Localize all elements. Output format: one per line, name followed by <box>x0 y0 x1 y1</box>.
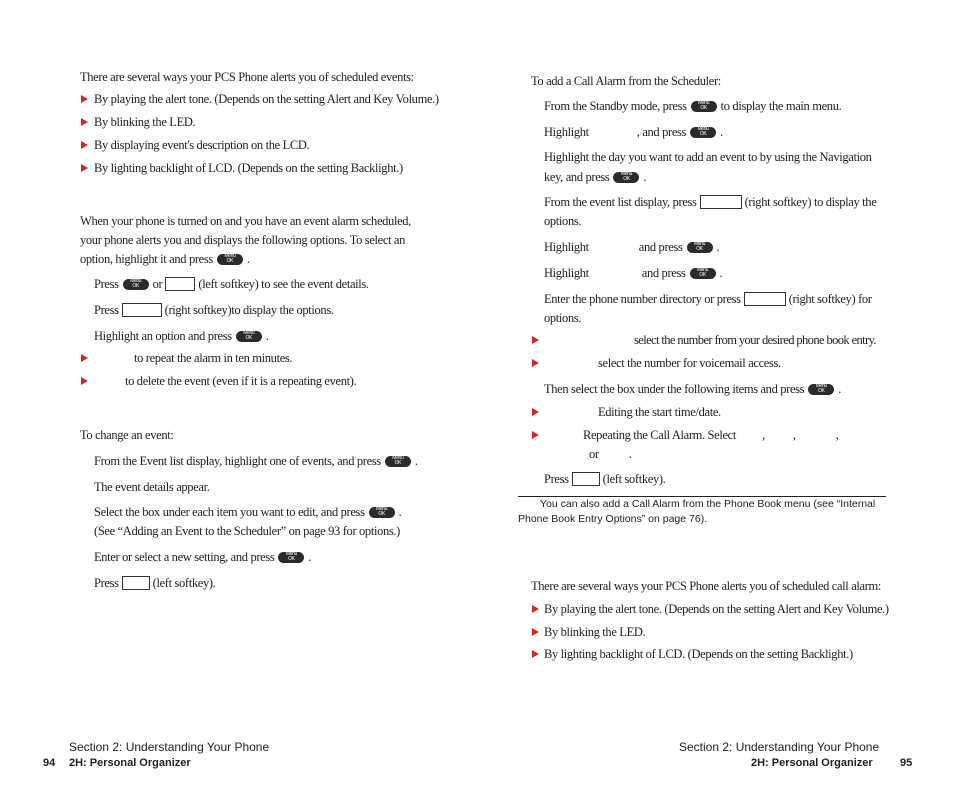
bullet-icon <box>81 118 88 126</box>
note-divider <box>518 496 886 497</box>
left-step-2: Press (right softkey)to display the options. <box>94 303 334 317</box>
change-step-1: From the Event list display, highlight one of events, and press Menu OK . <box>94 454 418 468</box>
softkey-box <box>122 576 150 590</box>
right-step-1: From the Standby mode, press Menu OK to display the main menu. <box>544 99 842 113</box>
menu-ok-key-icon: Menu OK <box>385 456 411 467</box>
menu-ok-key-icon: Menu OK <box>217 254 243 265</box>
change-step-2: The event details appear. <box>94 480 210 494</box>
softkey-box <box>122 303 162 317</box>
right-intro: To add a Call Alarm from the Scheduler: <box>531 74 721 88</box>
bullet-icon <box>81 141 88 149</box>
softkey-box <box>572 472 600 486</box>
left-step-1: Press Menu OK or (left softkey) to see the event details. <box>94 277 369 291</box>
bullet-icon <box>81 377 88 385</box>
right-step-3a: Highlight the day you want to add an event to by using the Navigation <box>544 150 872 164</box>
right-option-1: select the number from your desired phone book entry. <box>634 333 876 347</box>
bullet-icon <box>81 354 88 362</box>
menu-ok-key-icon: Menu OK <box>690 127 716 138</box>
right-step-3b: key, and press Menu OK . <box>544 170 647 184</box>
menu-ok-key-icon: Menu OK <box>278 552 304 563</box>
right-intro-2: There are several ways your PCS Phone alerts you of scheduled call alarm: <box>531 579 882 593</box>
right-step-4c: options. <box>544 214 582 228</box>
bullet-icon <box>532 650 539 658</box>
right-step-8: Then select the box under the following items and press Menu OK . <box>544 382 841 396</box>
bullet-icon <box>81 95 88 103</box>
left-alert-3: By displaying event's description on the LCD. <box>94 138 310 152</box>
left-para-line3: option, highlight it and press Menu OK . <box>80 252 250 266</box>
left-page-number: 94 <box>43 757 56 769</box>
left-footer-section: Section 2: Understanding Your Phone <box>69 740 270 754</box>
change-step-3: Select the box under each item you want to edit, and press Menu OK . <box>94 505 402 519</box>
bullet-icon <box>532 628 539 636</box>
right-step-7: Enter the phone number directory or press (right softkey) for <box>544 292 872 306</box>
right-step-2: Highlight , and press Menu OK . <box>544 125 723 139</box>
bullet-icon <box>532 605 539 613</box>
menu-ok-key-icon: Menu OK <box>808 384 834 395</box>
change-step-4: Enter or select a new setting, and press Menu OK . <box>94 550 312 564</box>
note-line-1: You can also add a Call Alarm from the Phone Book menu (see “Internal <box>540 498 876 510</box>
bullet-icon <box>532 336 539 344</box>
left-para-line1: When your phone is turned on and you have an event alarm scheduled, <box>80 214 411 228</box>
menu-ok-key-icon: Menu OK <box>687 242 713 253</box>
softkey-box <box>165 277 195 291</box>
right-step-4: From the event list display, press (right softkey) to display the <box>544 195 877 209</box>
right-option-2: select the number for voicemail access. <box>598 356 781 370</box>
bullet-icon <box>532 359 539 367</box>
left-step-3: Highlight an option and press Menu OK . <box>94 329 269 343</box>
left-alert-2: By blinking the LED. <box>94 115 196 129</box>
right-page-number: 95 <box>900 757 913 769</box>
right-alert-2: By blinking the LED. <box>544 625 646 639</box>
left-alert-4: By lighting backlight of LCD. (Depends on the setting Backlight.) <box>94 161 403 175</box>
menu-ok-key-icon: Menu OK <box>236 331 262 342</box>
menu-ok-key-icon: Menu OK <box>123 279 149 290</box>
right-footer-section: Section 2: Understanding Your Phone <box>679 740 880 754</box>
change-intro: To change an event: <box>80 428 174 442</box>
softkey-box <box>700 195 742 209</box>
left-footer-chapter: 2H: Personal Organizer <box>69 757 191 769</box>
right-option-4b: or . <box>589 447 632 461</box>
left-para-line2: your phone alerts you and displays the following options. To select an <box>80 233 406 247</box>
bullet-icon <box>81 164 88 172</box>
bullet-icon <box>532 408 539 416</box>
left-alert-1: By playing the alert tone. (Depends on the setting Alert and Key Volume.) <box>94 92 439 106</box>
right-step-9: Press (left softkey). <box>544 472 666 486</box>
softkey-box <box>744 292 786 306</box>
bullet-icon <box>532 431 539 439</box>
right-option-4: Repeating the Call Alarm. Select , , , <box>583 428 839 442</box>
right-step-6: Highlight and press Menu OK . <box>544 266 723 280</box>
right-alert-1: By playing the alert tone. (Depends on the setting Alert and Key Volume.) <box>544 602 889 616</box>
right-alert-3: By lighting backlight of LCD. (Depends on the setting Backlight.) <box>544 647 853 661</box>
right-footer-chapter: 2H: Personal Organizer <box>751 757 873 769</box>
menu-ok-key-icon: Menu OK <box>690 268 716 279</box>
left-option-1: to repeat the alarm in ten minutes. <box>134 351 293 365</box>
note-line-2: Phone Book Entry Options” on page 76). <box>518 513 708 525</box>
change-step-3b: (See “Adding an Event to the Scheduler” on page 93 for options.) <box>94 524 400 538</box>
right-step-5: Highlight and press Menu OK . <box>544 240 720 254</box>
right-option-3: Editing the start time/date. <box>598 405 721 419</box>
change-step-5: Press (left softkey). <box>94 576 216 590</box>
left-intro: There are several ways your PCS Phone alerts you of scheduled events: <box>80 70 414 84</box>
menu-ok-key-icon: Menu OK <box>369 507 395 518</box>
left-option-2: to delete the event (even if it is a repeating event). <box>125 374 357 388</box>
right-step-7c: options. <box>544 311 582 325</box>
menu-ok-key-icon: Menu OK <box>613 172 639 183</box>
menu-ok-key-icon: Menu OK <box>691 101 717 112</box>
